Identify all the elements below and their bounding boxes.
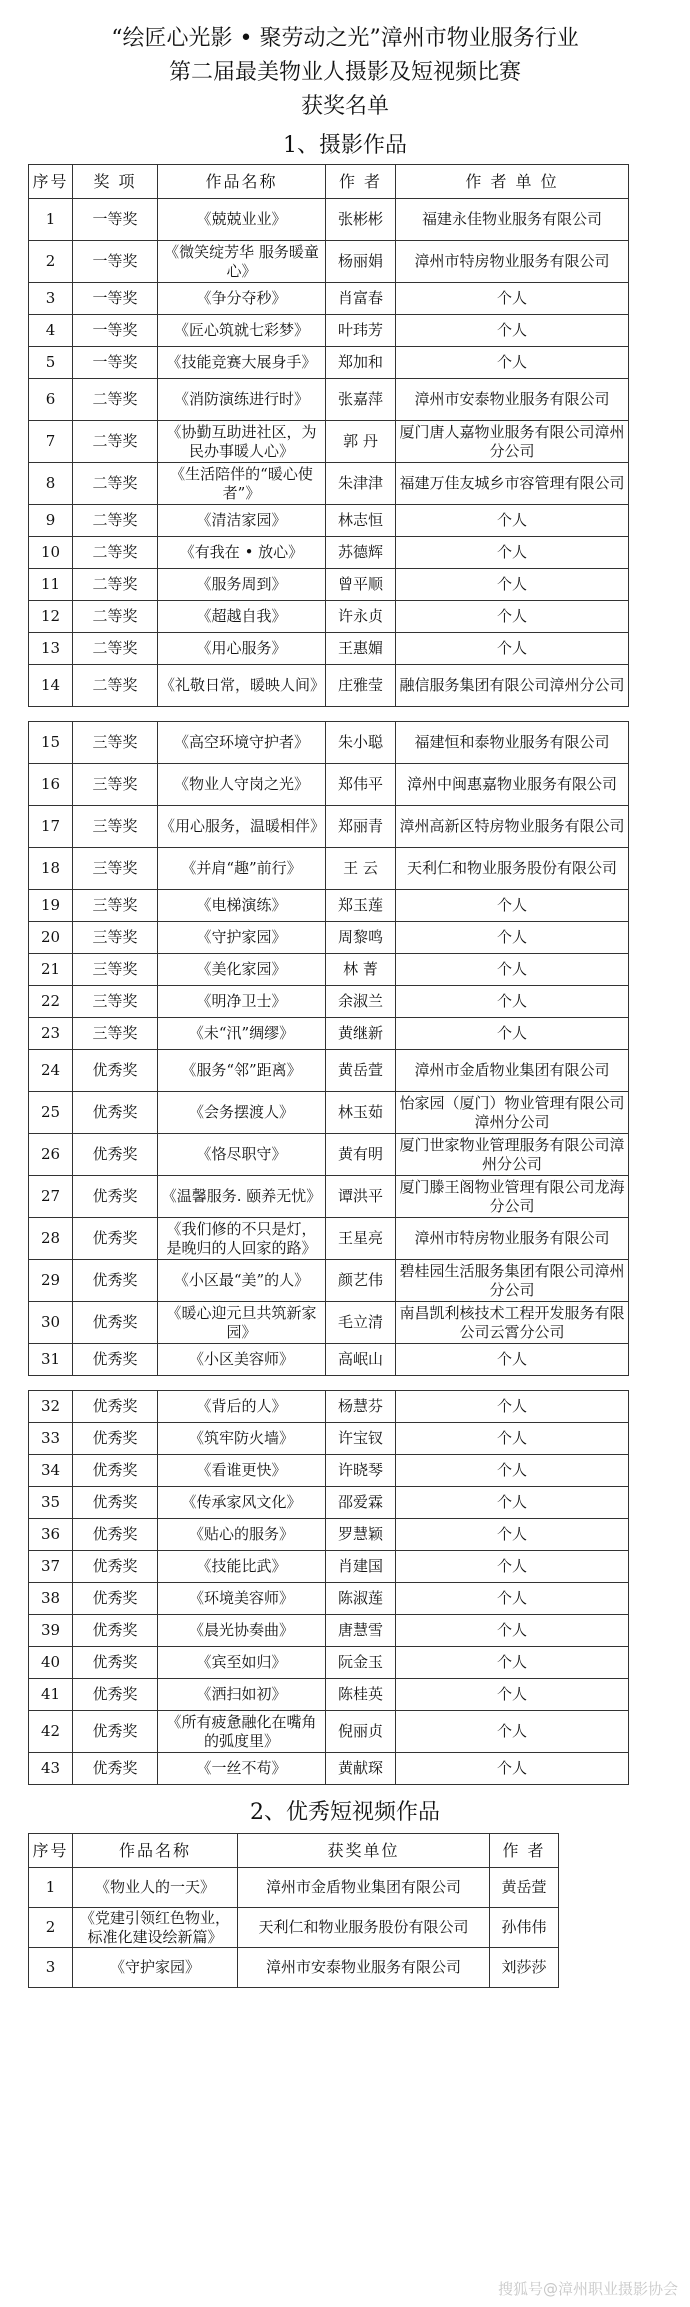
cell-work: 《小区最“美”的人》 [158,1260,326,1302]
cell-work: 《一丝不苟》 [158,1753,326,1785]
photo-award-tables [0,164,690,1785]
cell-no: 35 [29,1487,73,1519]
cell-work: 《贴心的服务》 [158,1519,326,1551]
cell-author: 谭洪平 [326,1176,396,1218]
table-row [29,505,629,537]
cell-work: 《用心服务》 [158,633,326,665]
cell-award: 优秀奖 [73,1551,158,1583]
table-row [29,806,629,848]
cell-no: 18 [29,848,73,890]
cell-no: 1 [29,1868,73,1908]
cell-work: 《传承家风文化》 [158,1487,326,1519]
cell-award: 优秀奖 [73,1711,158,1753]
cell-author: 王惠媚 [326,633,396,665]
cell-award: 优秀奖 [73,1455,158,1487]
header-unit: 获奖单位 [238,1834,490,1868]
cell-award: 三等奖 [73,1018,158,1050]
cell-unit: 碧桂园生活服务集团有限公司漳州分公司 [396,1260,629,1302]
cell-unit: 融信服务集团有限公司漳州分公司 [396,665,629,707]
cell-award: 三等奖 [73,954,158,986]
cell-work: 《筑牢防火墙》 [158,1423,326,1455]
cell-award: 优秀奖 [73,1647,158,1679]
cell-award: 优秀奖 [73,1218,158,1260]
cell-unit: 南昌凯利核技术工程开发服务有限公司云霄分公司 [396,1302,629,1344]
cell-no: 6 [29,379,73,421]
cell-author: 阮金玉 [326,1647,396,1679]
header-author: 作 者 [490,1834,559,1868]
cell-unit: 漳州市安泰物业服务有限公司 [396,379,629,421]
cell-no: 36 [29,1519,73,1551]
title-line-3: 获奖名单 [300,94,389,119]
cell-no: 4 [29,315,73,347]
cell-work: 《宾至如归》 [158,1647,326,1679]
header-no: 序号 [29,1834,73,1868]
cell-work: 《守护家园》 [158,922,326,954]
cell-unit: 个人 [396,505,629,537]
cell-author: 郭 丹 [326,421,396,463]
table-row [29,1092,629,1134]
cell-award: 二等奖 [73,601,158,633]
table-row [29,1583,629,1615]
cell-author: 许永贞 [326,601,396,633]
cell-no: 33 [29,1423,73,1455]
cell-award: 二等奖 [73,421,158,463]
table-row [29,1050,629,1092]
cell-award: 三等奖 [73,890,158,922]
cell-no: 2 [29,1908,73,1948]
cell-unit: 个人 [396,1647,629,1679]
cell-work: 《晨光协奏曲》 [158,1615,326,1647]
table-row [29,764,629,806]
table-row [29,1176,629,1218]
watermark: 搜狐号@漳州职业摄影协会 [497,2280,678,2298]
cell-work: 《用心服务，温暖相伴》 [158,806,326,848]
cell-work: 《兢兢业业》 [158,199,326,241]
cell-unit: 个人 [396,1711,629,1753]
cell-no: 30 [29,1302,73,1344]
cell-work: 《消防演练进行时》 [158,379,326,421]
table-row [29,569,629,601]
cell-author: 杨丽娟 [326,241,396,283]
cell-no: 2 [29,241,73,283]
cell-unit: 漳州市金盾物业集团有限公司 [238,1868,490,1908]
cell-work: 《匠心筑就七彩梦》 [158,315,326,347]
table-row [29,1455,629,1487]
cell-award: 优秀奖 [73,1344,158,1376]
cell-work: 《高空环境守护者》 [158,722,326,764]
cell-award: 二等奖 [73,569,158,601]
cell-no: 28 [29,1218,73,1260]
cell-unit: 个人 [396,283,629,315]
cell-no: 13 [29,633,73,665]
cell-unit: 天利仁和物业服务股份有限公司 [396,848,629,890]
table-row [29,1615,629,1647]
cell-no: 37 [29,1551,73,1583]
cell-award: 优秀奖 [73,1134,158,1176]
table-row [29,1647,629,1679]
cell-no: 17 [29,806,73,848]
cell-award: 优秀奖 [73,1260,158,1302]
cell-award: 一等奖 [73,283,158,315]
table-row [29,199,629,241]
cell-unit: 怡家园（厦门）物业管理有限公司漳州分公司 [396,1092,629,1134]
table-row [29,1711,629,1753]
cell-unit: 个人 [396,537,629,569]
table-header-row [29,165,629,199]
cell-author: 黄献琛 [326,1753,396,1785]
cell-work: 《温馨服务. 颐养无忧》 [158,1176,326,1218]
cell-work: 《会务摆渡人》 [158,1092,326,1134]
cell-unit: 个人 [396,922,629,954]
cell-unit: 个人 [396,1344,629,1376]
cell-author: 叶玮芳 [326,315,396,347]
table-row [29,315,629,347]
cell-no: 23 [29,1018,73,1050]
header-unit: 作 者 单 位 [396,165,629,199]
table-header-row [29,1834,559,1868]
cell-no: 43 [29,1753,73,1785]
cell-author: 黄继新 [326,1018,396,1050]
cell-unit: 个人 [396,1519,629,1551]
cell-work: 《技能比武》 [158,1551,326,1583]
cell-author: 郑伟平 [326,764,396,806]
header-work: 作品名称 [73,1834,238,1868]
cell-author: 林志恒 [326,505,396,537]
cell-unit: 天利仁和物业服务股份有限公司 [238,1908,490,1948]
cell-award: 一等奖 [73,241,158,283]
cell-author: 朱津津 [326,463,396,505]
title-line-2: 第二届最美物业人摄影及短视频比赛 [168,60,521,85]
cell-no: 41 [29,1679,73,1711]
cell-unit: 个人 [396,569,629,601]
cell-unit: 个人 [396,315,629,347]
cell-work: 《生活陪伴的“暖心使者”》 [158,463,326,505]
cell-author: 肖富春 [326,283,396,315]
cell-unit: 福建永佳物业服务有限公司 [396,199,629,241]
cell-no: 34 [29,1455,73,1487]
cell-author: 邵爱霖 [326,1487,396,1519]
table-row [29,1302,629,1344]
table-row [29,1868,559,1908]
cell-award: 一等奖 [73,347,158,379]
cell-work: 《看谁更快》 [158,1455,326,1487]
page-break [0,707,690,721]
table-row [29,1753,629,1785]
cell-work: 《清洁家园》 [158,505,326,537]
cell-author: 倪丽贞 [326,1711,396,1753]
cell-author: 陈淑莲 [326,1583,396,1615]
cell-no: 39 [29,1615,73,1647]
cell-unit: 个人 [396,890,629,922]
cell-author: 周黎鸣 [326,922,396,954]
cell-author: 唐慧雪 [326,1615,396,1647]
cell-author: 张嘉萍 [326,379,396,421]
cell-no: 38 [29,1583,73,1615]
photo-award-table [28,164,629,707]
cell-award: 优秀奖 [73,1519,158,1551]
photo-section-title: 1、摄影作品 [283,133,407,158]
cell-no: 31 [29,1344,73,1376]
cell-award: 二等奖 [73,505,158,537]
cell-no: 25 [29,1092,73,1134]
cell-no: 10 [29,537,73,569]
cell-no: 20 [29,922,73,954]
cell-author: 肖建国 [326,1551,396,1583]
cell-author: 林玉茹 [326,1092,396,1134]
cell-no: 16 [29,764,73,806]
cell-unit: 漳州市特房物业服务有限公司 [396,241,629,283]
cell-no: 29 [29,1260,73,1302]
cell-award: 一等奖 [73,199,158,241]
cell-no: 24 [29,1050,73,1092]
cell-work: 《暖心迎元旦共筑新家园》 [158,1302,326,1344]
cell-author: 许晓琴 [326,1455,396,1487]
cell-unit: 厦门滕王阁物业管理有限公司龙海分公司 [396,1176,629,1218]
cell-award: 三等奖 [73,986,158,1018]
cell-no: 40 [29,1647,73,1679]
cell-author: 刘莎莎 [490,1948,559,1988]
cell-award: 二等奖 [73,537,158,569]
table-row [29,1423,629,1455]
cell-work: 《并肩“趣”前行》 [158,848,326,890]
cell-author: 郑丽青 [326,806,396,848]
cell-work: 《服务周到》 [158,569,326,601]
table-row [29,463,629,505]
cell-award: 二等奖 [73,665,158,707]
cell-author: 林 菁 [326,954,396,986]
table-row [29,1551,629,1583]
cell-no: 12 [29,601,73,633]
document-header [0,0,690,124]
cell-author: 庄雅莹 [326,665,396,707]
cell-author: 张彬彬 [326,199,396,241]
cell-no: 11 [29,569,73,601]
cell-author: 高岷山 [326,1344,396,1376]
cell-unit: 个人 [396,986,629,1018]
cell-award: 一等奖 [73,315,158,347]
header-award: 奖 项 [73,165,158,199]
cell-award: 优秀奖 [73,1391,158,1423]
cell-award: 优秀奖 [73,1487,158,1519]
cell-award: 优秀奖 [73,1753,158,1785]
cell-award: 三等奖 [73,922,158,954]
table-row [29,954,629,986]
cell-work: 《洒扫如初》 [158,1679,326,1711]
table-row [29,986,629,1018]
cell-work: 《恪尽职守》 [158,1134,326,1176]
cell-award: 二等奖 [73,379,158,421]
cell-author: 陈桂英 [326,1679,396,1711]
cell-no: 26 [29,1134,73,1176]
cell-unit: 个人 [396,1583,629,1615]
table-row [29,601,629,633]
table-row [29,1218,629,1260]
cell-no: 32 [29,1391,73,1423]
cell-award: 优秀奖 [73,1679,158,1711]
table-row [29,1908,559,1948]
cell-award: 优秀奖 [73,1423,158,1455]
cell-unit: 个人 [396,1551,629,1583]
cell-author: 曾平顺 [326,569,396,601]
cell-no: 8 [29,463,73,505]
cell-work: 《未“汛”绸缪》 [158,1018,326,1050]
cell-unit: 个人 [396,1423,629,1455]
cell-unit: 漳州中闽惠嘉物业服务有限公司 [396,764,629,806]
table-row [29,537,629,569]
cell-work: 《所有疲惫融化在嘴角的弧度里》 [158,1711,326,1753]
cell-unit: 个人 [396,347,629,379]
cell-award: 二等奖 [73,633,158,665]
cell-award: 优秀奖 [73,1092,158,1134]
cell-no: 15 [29,722,73,764]
cell-award: 优秀奖 [73,1176,158,1218]
cell-unit: 漳州市金盾物业集团有限公司 [396,1050,629,1092]
cell-award: 优秀奖 [73,1615,158,1647]
photo-award-table [28,1390,629,1785]
cell-award: 三等奖 [73,806,158,848]
cell-unit: 个人 [396,1679,629,1711]
cell-author: 颜艺伟 [326,1260,396,1302]
table-row [29,1134,629,1176]
table-row [29,633,629,665]
header-work: 作品名称 [158,165,326,199]
table-row [29,347,629,379]
cell-unit: 个人 [396,1487,629,1519]
cell-work: 《美化家园》 [158,954,326,986]
table-row [29,1260,629,1302]
cell-no: 14 [29,665,73,707]
cell-work: 《微笑绽芳华 服务暖童心》 [158,241,326,283]
cell-work: 《物业人的一天》 [73,1868,238,1908]
cell-work: 《服务“邻”距离》 [158,1050,326,1092]
cell-award: 三等奖 [73,722,158,764]
cell-author: 孙伟伟 [490,1908,559,1948]
video-section-title: 2、优秀短视频作品 [250,1800,440,1825]
cell-work: 《超越自我》 [158,601,326,633]
cell-work: 《有我在 • 放心》 [158,537,326,569]
cell-unit: 福建万佳友城乡市容管理有限公司 [396,463,629,505]
cell-no: 21 [29,954,73,986]
cell-author: 许宝钗 [326,1423,396,1455]
cell-author: 朱小聪 [326,722,396,764]
photo-award-table [28,721,629,1376]
table-row [29,1344,629,1376]
cell-unit: 漳州市特房物业服务有限公司 [396,1218,629,1260]
cell-unit: 个人 [396,1018,629,1050]
cell-unit: 个人 [396,1615,629,1647]
cell-unit: 个人 [396,633,629,665]
cell-unit: 个人 [396,1455,629,1487]
cell-award: 三等奖 [73,848,158,890]
cell-no: 27 [29,1176,73,1218]
cell-work: 《背后的人》 [158,1391,326,1423]
cell-no: 9 [29,505,73,537]
table-row [29,1948,559,1988]
cell-work: 《明净卫士》 [158,986,326,1018]
cell-work: 《我们修的不只是灯，是晚归的人回家的路》 [158,1218,326,1260]
cell-no: 42 [29,1711,73,1753]
table-row [29,1679,629,1711]
table-row [29,1018,629,1050]
table-row [29,421,629,463]
table-row [29,665,629,707]
title-line-1: “绘匠心光影 • 聚劳动之光”漳州市物业服务行业 [111,26,579,51]
table-row [29,1487,629,1519]
cell-unit: 漳州高新区特房物业服务有限公司 [396,806,629,848]
cell-author: 余淑兰 [326,986,396,1018]
cell-work: 《电梯演练》 [158,890,326,922]
cell-author: 罗慧颖 [326,1519,396,1551]
cell-work: 《协勤互助进社区，为民办事暖人心》 [158,421,326,463]
cell-work: 《礼敬日常，暖映人间》 [158,665,326,707]
cell-unit: 个人 [396,601,629,633]
cell-award: 优秀奖 [73,1583,158,1615]
cell-author: 郑加和 [326,347,396,379]
cell-author: 王 云 [326,848,396,890]
cell-author: 苏德辉 [326,537,396,569]
cell-award: 优秀奖 [73,1050,158,1092]
cell-work: 《党建引领红色物业，标准化建设绘新篇》 [73,1908,238,1948]
cell-unit: 个人 [396,1753,629,1785]
cell-no: 5 [29,347,73,379]
cell-no: 3 [29,283,73,315]
cell-author: 王星亮 [326,1218,396,1260]
cell-author: 毛立清 [326,1302,396,1344]
table-row [29,283,629,315]
cell-unit: 福建恒和泰物业服务有限公司 [396,722,629,764]
cell-no: 1 [29,199,73,241]
cell-award: 优秀奖 [73,1302,158,1344]
cell-unit: 个人 [396,954,629,986]
cell-no: 19 [29,890,73,922]
cell-work: 《争分夺秒》 [158,283,326,315]
cell-author: 黄有明 [326,1134,396,1176]
cell-unit: 漳州市安泰物业服务有限公司 [238,1948,490,1988]
cell-work: 《小区美容师》 [158,1344,326,1376]
table-row [29,379,629,421]
cell-unit: 厦门世家物业管理服务有限公司漳州分公司 [396,1134,629,1176]
table-row [29,1391,629,1423]
table-row [29,722,629,764]
video-award-table-container [0,1833,690,1988]
table-row [29,1519,629,1551]
cell-no: 7 [29,421,73,463]
cell-work: 《环境美容师》 [158,1583,326,1615]
table-row [29,890,629,922]
cell-unit: 厦门唐人嘉物业服务有限公司漳州分公司 [396,421,629,463]
cell-no: 3 [29,1948,73,1988]
cell-work: 《技能竞赛大展身手》 [158,347,326,379]
cell-author: 黄岳萱 [490,1868,559,1908]
cell-unit: 个人 [396,1391,629,1423]
cell-author: 黄岳萱 [326,1050,396,1092]
page-break [0,1376,690,1390]
cell-award: 三等奖 [73,764,158,806]
cell-work: 《守护家园》 [73,1948,238,1988]
table-row [29,922,629,954]
table-row [29,848,629,890]
cell-author: 郑玉莲 [326,890,396,922]
cell-no: 22 [29,986,73,1018]
cell-author: 杨慧芬 [326,1391,396,1423]
header-author: 作 者 [326,165,396,199]
cell-work: 《物业人守岗之光》 [158,764,326,806]
table-row [29,241,629,283]
header-no: 序号 [29,165,73,199]
video-award-table [28,1833,559,1988]
cell-award: 二等奖 [73,463,158,505]
